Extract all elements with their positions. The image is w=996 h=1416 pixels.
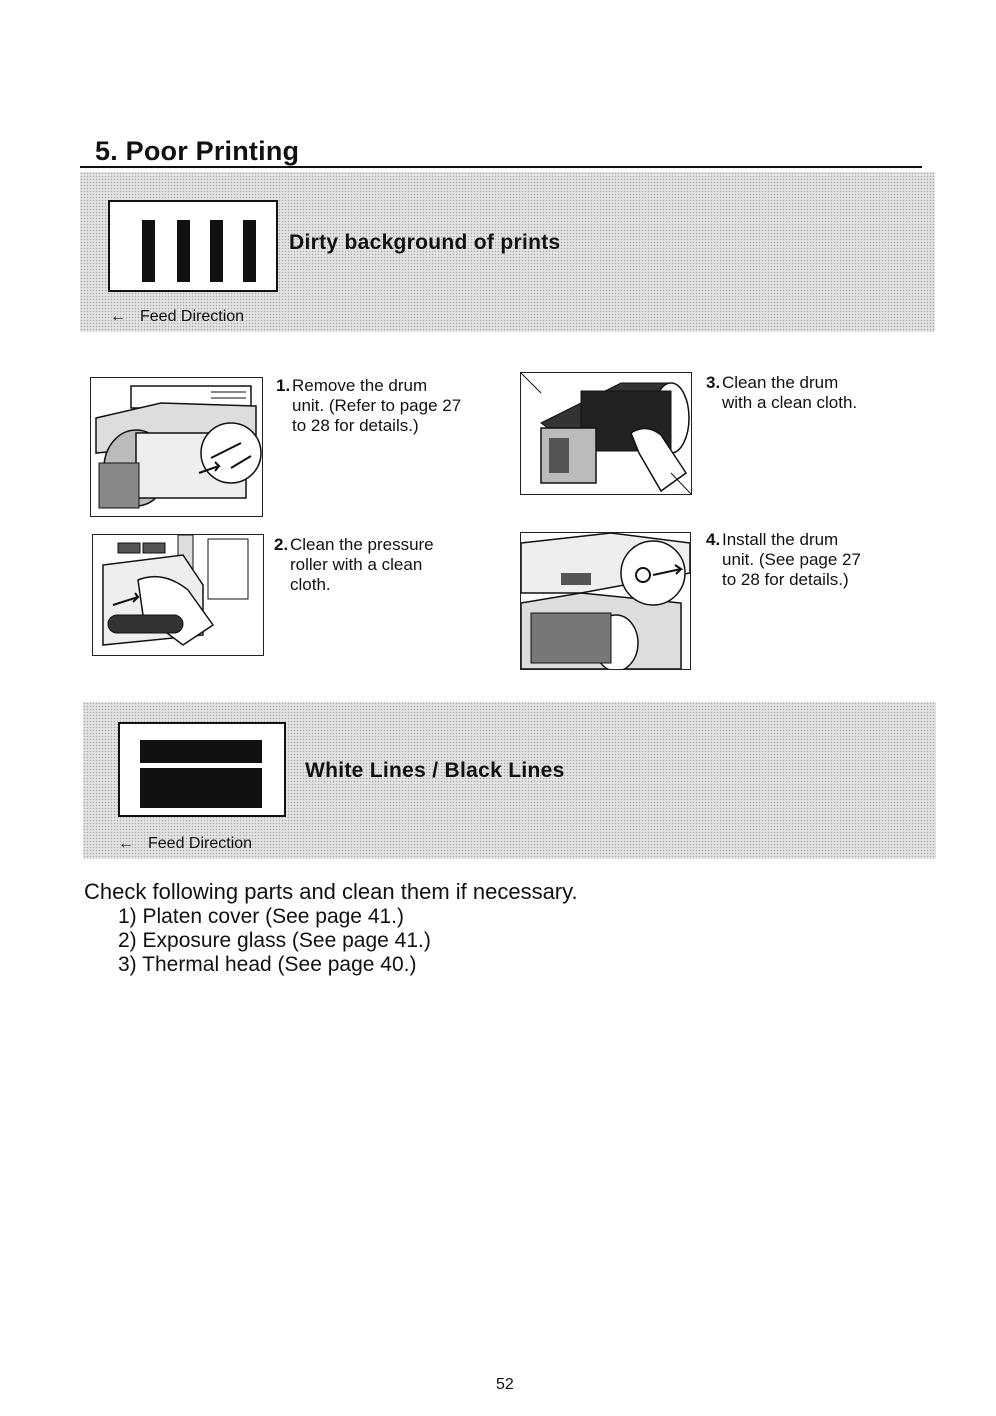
sample-bar — [177, 220, 190, 282]
section-title: 5. Poor Printing — [95, 136, 300, 166]
step-number: 4. — [706, 530, 721, 549]
left-arrow-icon: ← — [110, 308, 126, 325]
drum-install-illustration — [520, 532, 691, 670]
title-divider — [80, 166, 922, 168]
sample-bar — [140, 768, 262, 808]
step-text: Remove the drum unit. (Refer to page 27 to 28 for details.) — [292, 376, 462, 435]
feed-direction-label: Feed Direction — [148, 835, 253, 852]
left-arrow-icon: ← — [118, 835, 134, 852]
feed-direction — [110, 308, 244, 326]
instructions-intro: Check following parts and clean them if necessary. — [84, 879, 578, 904]
problem-band-dirty-background — [80, 172, 935, 332]
pressure-roller-cleaning-illustration — [92, 534, 264, 656]
feed-direction — [118, 835, 252, 853]
feed-direction-label: Feed Direction — [140, 308, 245, 325]
problem-heading: White Lines / Black Lines — [305, 759, 565, 782]
instruction-list-item: 2) Exposure glass (See page 41.) — [118, 929, 431, 952]
sample-bar — [140, 740, 262, 763]
step-number: 1. — [276, 376, 291, 395]
step-text: Clean the pressure roller with a clean cloth. — [290, 535, 434, 594]
instruction-list-item: 3) Thermal head (See page 40.) — [118, 953, 417, 976]
sample-bar — [210, 220, 223, 282]
step-text: Clean the drum with a clean cloth. — [722, 373, 858, 412]
sample-bar — [142, 220, 155, 282]
step-text: Install the drum unit. (See page 27 to 28 for details.) — [722, 530, 861, 589]
instruction-list-item: 1) Platen cover (See page 41.) — [118, 905, 405, 928]
drum-cleaning-illustration — [520, 372, 692, 495]
problem-band-white-black-lines — [83, 702, 936, 859]
step-1 — [276, 376, 506, 446]
sample-print-horizontal-bars — [118, 722, 286, 817]
drum-removal-illustration — [90, 377, 263, 517]
step-4 — [706, 530, 936, 600]
step-2 — [274, 535, 504, 605]
page-number: 52 — [496, 1376, 514, 1393]
step-number: 3. — [706, 373, 721, 392]
sample-print-vertical-bars — [108, 200, 278, 292]
step-number: 2. — [274, 535, 289, 554]
step-3 — [706, 373, 926, 423]
sample-bar — [243, 220, 256, 282]
problem-heading: Dirty background of prints — [289, 231, 561, 254]
